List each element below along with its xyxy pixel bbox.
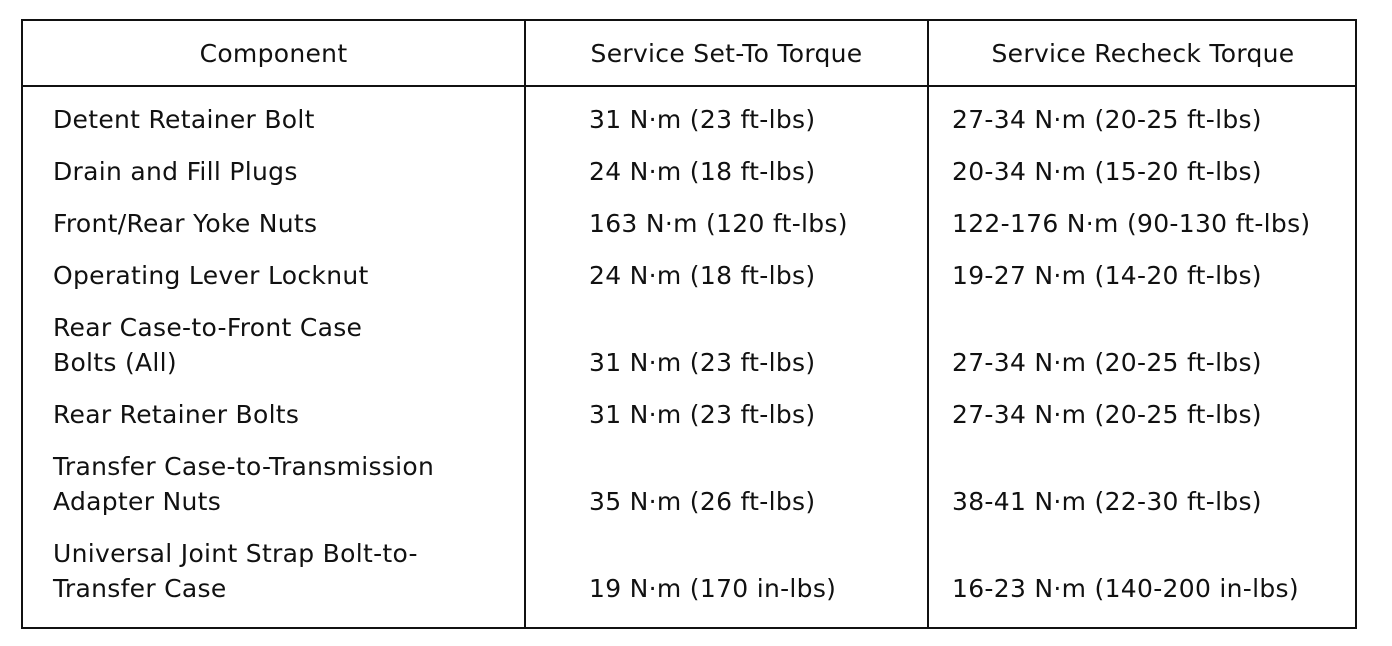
row-2-set-to: 24 N·m (18 ft-lbs) (589, 157, 816, 186)
row-7-recheck: 38-41 N·m (22-30 ft-lbs) (952, 487, 1262, 516)
header-divider (23, 85, 1355, 87)
row-5-set-to: 31 N·m (23 ft-lbs) (589, 348, 816, 377)
row-7-set-to: 35 N·m (26 ft-lbs) (589, 487, 816, 516)
row-4-recheck: 19-27 N·m (14-20 ft-lbs) (952, 261, 1262, 290)
row-1-component: Detent Retainer Bolt (53, 105, 315, 134)
row-8-set-to: 19 N·m (170 in-lbs) (589, 574, 837, 603)
row-5-recheck: 27-34 N·m (20-25 ft-lbs) (952, 348, 1262, 377)
row-1-set-to: 31 N·m (23 ft-lbs) (589, 105, 816, 134)
header-component: Component (199, 38, 348, 68)
row-2-component: Drain and Fill Plugs (53, 157, 298, 186)
row-2-recheck: 20-34 N·m (15-20 ft-lbs) (952, 157, 1262, 186)
torque-table (21, 19, 1357, 629)
row-8-component-line-1: Universal Joint Strap Bolt-to- (53, 539, 418, 568)
row-4-component: Operating Lever Locknut (53, 261, 369, 290)
row-6-set-to: 31 N·m (23 ft-lbs) (589, 400, 816, 429)
row-8-recheck: 16-23 N·m (140-200 in-lbs) (952, 574, 1299, 603)
row-8-component-line-2: Transfer Case (53, 574, 227, 603)
column-divider (524, 21, 526, 627)
row-6-component: Rear Retainer Bolts (53, 400, 300, 429)
row-3-component: Front/Rear Yoke Nuts (53, 209, 318, 238)
header-set-to-torque: Service Set-To Torque (590, 38, 863, 68)
row-5-component-line-1: Rear Case-to-Front Case (53, 313, 363, 342)
row-4-set-to: 24 N·m (18 ft-lbs) (589, 261, 816, 290)
row-3-recheck: 122-176 N·m (90-130 ft-lbs) (952, 209, 1311, 238)
header-recheck-torque: Service Recheck Torque (991, 38, 1295, 68)
row-7-component-line-2: Adapter Nuts (53, 487, 222, 516)
row-7-component-line-1: Transfer Case-to-Transmission (53, 452, 435, 481)
row-1-recheck: 27-34 N·m (20-25 ft-lbs) (952, 105, 1262, 134)
row-5-component-line-2: Bolts (All) (53, 348, 177, 377)
row-6-recheck: 27-34 N·m (20-25 ft-lbs) (952, 400, 1262, 429)
row-3-set-to: 163 N·m (120 ft-lbs) (589, 209, 848, 238)
column-divider (927, 21, 929, 627)
